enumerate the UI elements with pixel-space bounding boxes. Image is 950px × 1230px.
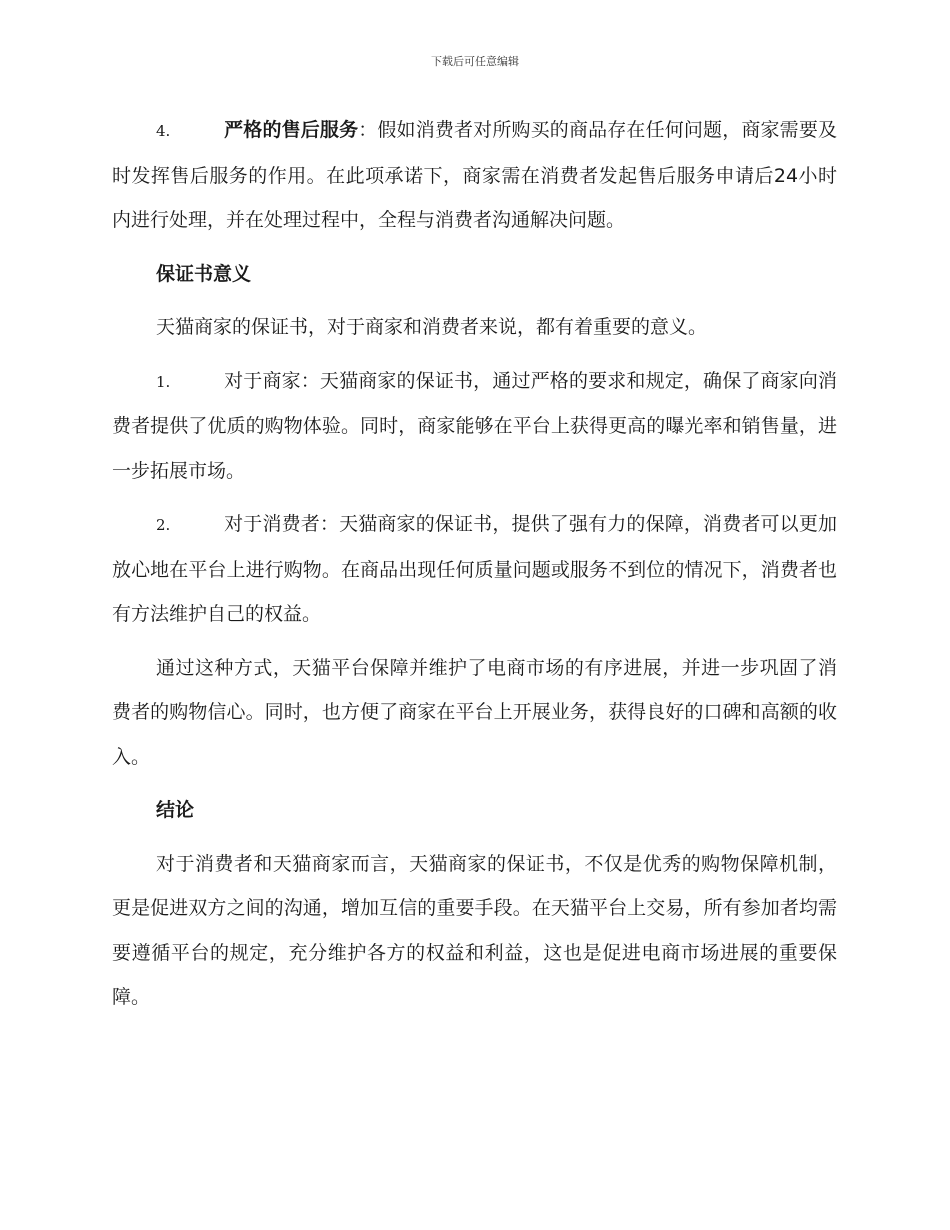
list-item-text: ：假如消费者对所购买的商品存在任何问题，商家需要及时发挥售后服务的作用。在此项承诺下，商家需在消费者发起售后服务申请后24小时内进行处理，并在处理过程中，全程与消费者沟通解决问题。	[112, 119, 837, 231]
list-item-text: 对于消费者：天猫商家的保证书，提供了强有力的保障，消费者可以更加放心地在平台上进行购物。在商品出现任何质量问题或服务不到位的情况下，消费者也有方法维护自己的权益。	[112, 513, 837, 625]
section-heading-conclusion: 结论	[156, 799, 195, 821]
list-item-merchant	[112, 359, 837, 494]
paragraph-meaning-intro: 天猫商家的保证书，对于商家和消费者来说，都有着重要的意义。	[156, 316, 708, 338]
list-item-consumer	[112, 502, 837, 637]
section-heading-meaning: 保证书意义	[156, 262, 252, 285]
list-number: 4.	[156, 122, 171, 140]
header-note: 下载后可任意编辑	[431, 55, 519, 68]
list-number: 2.	[156, 516, 171, 534]
paragraph-meaning-summary: 通过这种方式，天猫平台保障并维护了电商市场的有序进展，并进一步巩固了消费者的购物信心。同时，也方便了商家在平台上开展业务，获得良好的口碑和高额的收入。	[112, 656, 837, 768]
list-number: 1.	[156, 372, 171, 391]
paragraph-conclusion: 对于消费者和天猫商家而言，天猫商家的保证书，不仅是优秀的购物保障机制，更是促进双方之间的沟通，增加互信的重要手段。在天猫平台上交易，所有参加者均需要遵循平台的规定，充分维护各方的权益和利益，这也是促进电商市场进展的重要保障。	[112, 852, 837, 1008]
list-item-title: 严格的售后服务	[224, 119, 359, 141]
list-item-aftersale	[112, 108, 837, 243]
list-item-text: 对于商家：天猫商家的保证书，通过严格的要求和规定，确保了商家向消费者提供了优质的购物体验。同时，商家能够在平台上获得更高的曝光率和销售量，进一步拓展市场。	[112, 369, 837, 482]
document-body	[112, 108, 837, 1029]
